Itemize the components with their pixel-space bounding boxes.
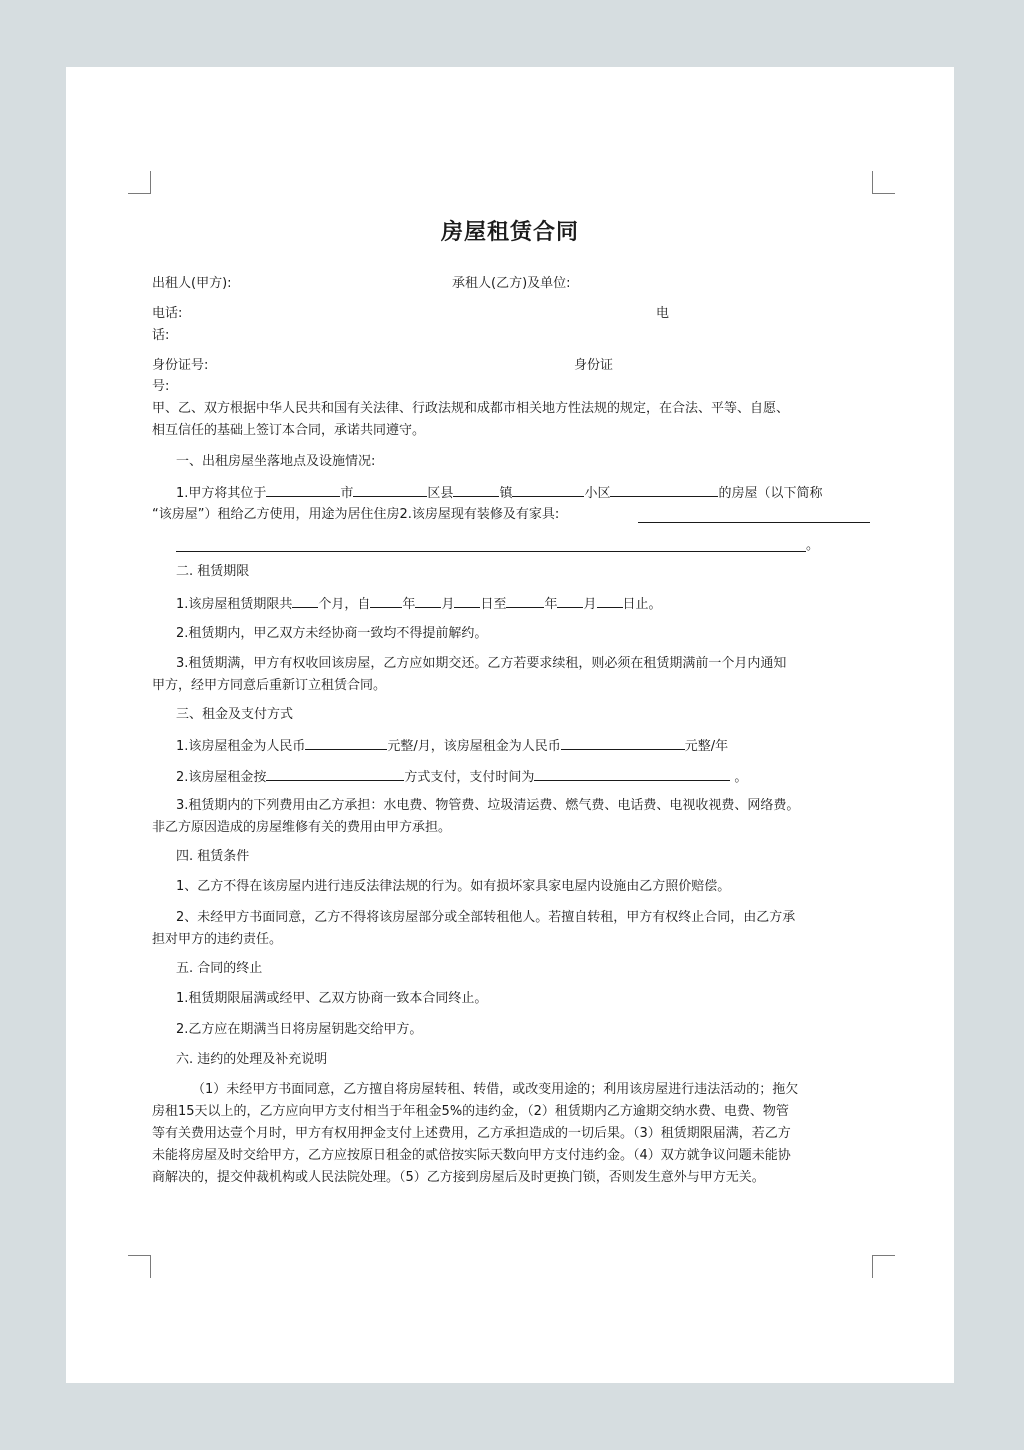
s3-p1 <box>176 734 728 758</box>
phone-left-label: 电话: <box>152 306 183 321</box>
blank-payment-time <box>534 765 730 781</box>
s4-p2-line-2: 担对甲方的违约责任。 <box>152 932 283 947</box>
s2-p1-text-a: 1.该房屋租赁期限共 <box>176 597 293 612</box>
section-6-heading: 六. 违约的处理及补充说明 <box>176 1052 328 1067</box>
blank-furniture-1 <box>638 522 870 523</box>
s1-p1-city: 市 <box>340 486 354 501</box>
blank-monthly-rent <box>305 734 387 750</box>
document-page <box>66 67 954 1383</box>
s3-p1-text-a: 1.该房屋租金为人民币 <box>176 739 306 754</box>
blank-end-year <box>506 592 544 608</box>
s4-p2-line-1: 2、未经甲方书面同意，乙方不得将该房屋部分或全部转租他人。若擅自转租，甲方有权终止合同，由乙方承 <box>176 910 796 925</box>
s2-p3-line-2: 甲方，经甲方同意后重新订立租赁合同。 <box>152 678 387 693</box>
s4-p1: 1、乙方不得在该房屋内进行违反法律法规的行为。如有损坏家具家电屋内设施由乙方照价赔偿。 <box>176 879 731 894</box>
blank-months <box>292 592 318 608</box>
id-left-label: 身份证号: <box>152 358 209 373</box>
blank-yearly-rent <box>561 734 685 750</box>
blank-start-month <box>415 592 441 608</box>
blank-address <box>610 481 718 497</box>
id-right-label: 身份证 <box>574 358 614 373</box>
blank-district <box>353 481 427 497</box>
document-title: 房屋租赁合同 <box>440 219 579 245</box>
s2-p1-month-2: 月 <box>583 597 597 612</box>
blank-town <box>453 481 499 497</box>
blank-payment-method <box>266 765 404 781</box>
blank-community <box>512 481 584 497</box>
s3-p2 <box>176 765 747 789</box>
s3-p3-line-2: 非乙方原因造成的房屋维修有关的费用由甲方承担。 <box>152 820 452 835</box>
s2-p3-line-1: 3.租赁期满，甲方有权收回该房屋，乙方应如期交还。乙方若要求续租，则必须在租赁期满前一个月内通知 <box>176 656 787 671</box>
s1-p1-text-b: 的房屋（以下简称 <box>718 486 823 501</box>
s1-p1-community: 小区 <box>584 486 611 501</box>
blank-furniture-2 <box>176 551 806 552</box>
s2-p1-year-1: 年 <box>402 597 416 612</box>
s3-p2-text-b: 方式支付，支付时间为 <box>404 770 535 785</box>
s1-p1-town: 镇 <box>499 486 513 501</box>
s1-end-period: 。 <box>806 538 820 553</box>
s1-p1-line-1 <box>176 481 822 505</box>
s5-p1: 1.租赁期限届满或经甲、乙双方协商一致本合同终止。 <box>176 991 488 1006</box>
section-5-heading: 五. 合同的终止 <box>176 961 263 976</box>
crop-mark-top-left <box>128 171 151 194</box>
s2-p1-to: 日至 <box>480 597 507 612</box>
s6-line-2: 房租15天以上的，乙方应向甲方支付相当于年租金5%的违约金，（2）租赁期内乙方逾期交纳水费、电费、物管 <box>152 1104 789 1119</box>
intro-line-1: 甲、乙、双方根据中华人民共和国有关法律、行政法规和成都市相关地方性法规的规定，在合法、平等、自愿、 <box>152 401 790 416</box>
s1-p1-district: 区县 <box>427 486 454 501</box>
s3-p2-text-c: 。 <box>734 770 748 785</box>
s1-p1-line-2-text: “该房屋”）租给乙方使用，用途为居住住房2.该房屋现有装修及有家具: <box>152 507 560 522</box>
crop-mark-top-right <box>872 171 895 194</box>
s3-p3-line-1: 3.租赁期内的下列费用由乙方承担：水电费、物管费、垃圾清运费、燃气费、电话费、电视收视费、网络费。 <box>176 798 800 813</box>
s6-line-5: 商解决的，提交仲裁机构或人民法院处理。（5）乙方接到房屋后及时更换门锁，否则发生意外与甲方无关。 <box>152 1170 765 1185</box>
lessor-label: 出租人(甲方): <box>152 276 232 291</box>
blank-end-day <box>597 592 623 608</box>
section-4-heading: 四. 租赁条件 <box>176 849 250 864</box>
blank-start-day <box>454 592 480 608</box>
crop-mark-bottom-right <box>872 1255 895 1278</box>
s3-p1-text-b: 元整/月，该房屋租金为人民币 <box>387 739 561 754</box>
blank-start-year <box>370 592 402 608</box>
phone-left-label-cont: 话: <box>152 328 170 343</box>
section-1-heading: 一、出租房屋坐落地点及设施情况: <box>176 454 376 469</box>
s5-p2: 2.乙方应在期满当日将房屋钥匙交给甲方。 <box>176 1022 423 1037</box>
section-2-heading: 二. 租赁期限 <box>176 564 250 579</box>
s6-line-4: 未能将房屋及时交给甲方，乙方应按原日租金的贰倍按实际天数向甲方支付违约金。（4）双方就争议问题未能协 <box>152 1148 791 1163</box>
s3-p2-text-a: 2.该房屋租金按 <box>176 770 267 785</box>
s2-p1 <box>176 592 662 616</box>
s1-p1-text-a: 1.甲方将其位于 <box>176 486 267 501</box>
lessee-label: 承租人(乙方)及单位: <box>452 276 571 291</box>
intro-line-2: 相互信任的基础上签订本合同，承诺共同遵守。 <box>152 423 426 438</box>
s2-p1-month: 个月，自 <box>318 597 371 612</box>
blank-end-month <box>557 592 583 608</box>
s1-p1-line-2 <box>152 504 559 526</box>
s2-p2: 2.租赁期内，甲乙双方未经协商一致均不得提前解约。 <box>176 626 488 641</box>
phone-right-label: 电 <box>656 306 670 321</box>
crop-mark-bottom-left <box>128 1255 151 1278</box>
section-3-heading: 三、租金及支付方式 <box>176 707 294 722</box>
s6-line-3: 等有关费用达壹个月时，甲方有权用押金支付上述费用，乙方承担造成的一切后果。（3）租赁期限届满，若乙方 <box>152 1126 791 1141</box>
s6-line-1: （1）未经甲方书面同意，乙方擅自将房屋转租、转借，或改变用途的；利用该房屋进行违法活动的；拖欠 <box>192 1082 799 1097</box>
s3-p1-text-c: 元整/年 <box>684 739 729 754</box>
s2-p1-year-2: 年 <box>544 597 558 612</box>
s2-p1-end: 日止。 <box>622 597 662 612</box>
s2-p1-month-1: 月 <box>441 597 455 612</box>
blank-city <box>266 481 340 497</box>
id-left-label-cont: 号: <box>152 379 170 394</box>
